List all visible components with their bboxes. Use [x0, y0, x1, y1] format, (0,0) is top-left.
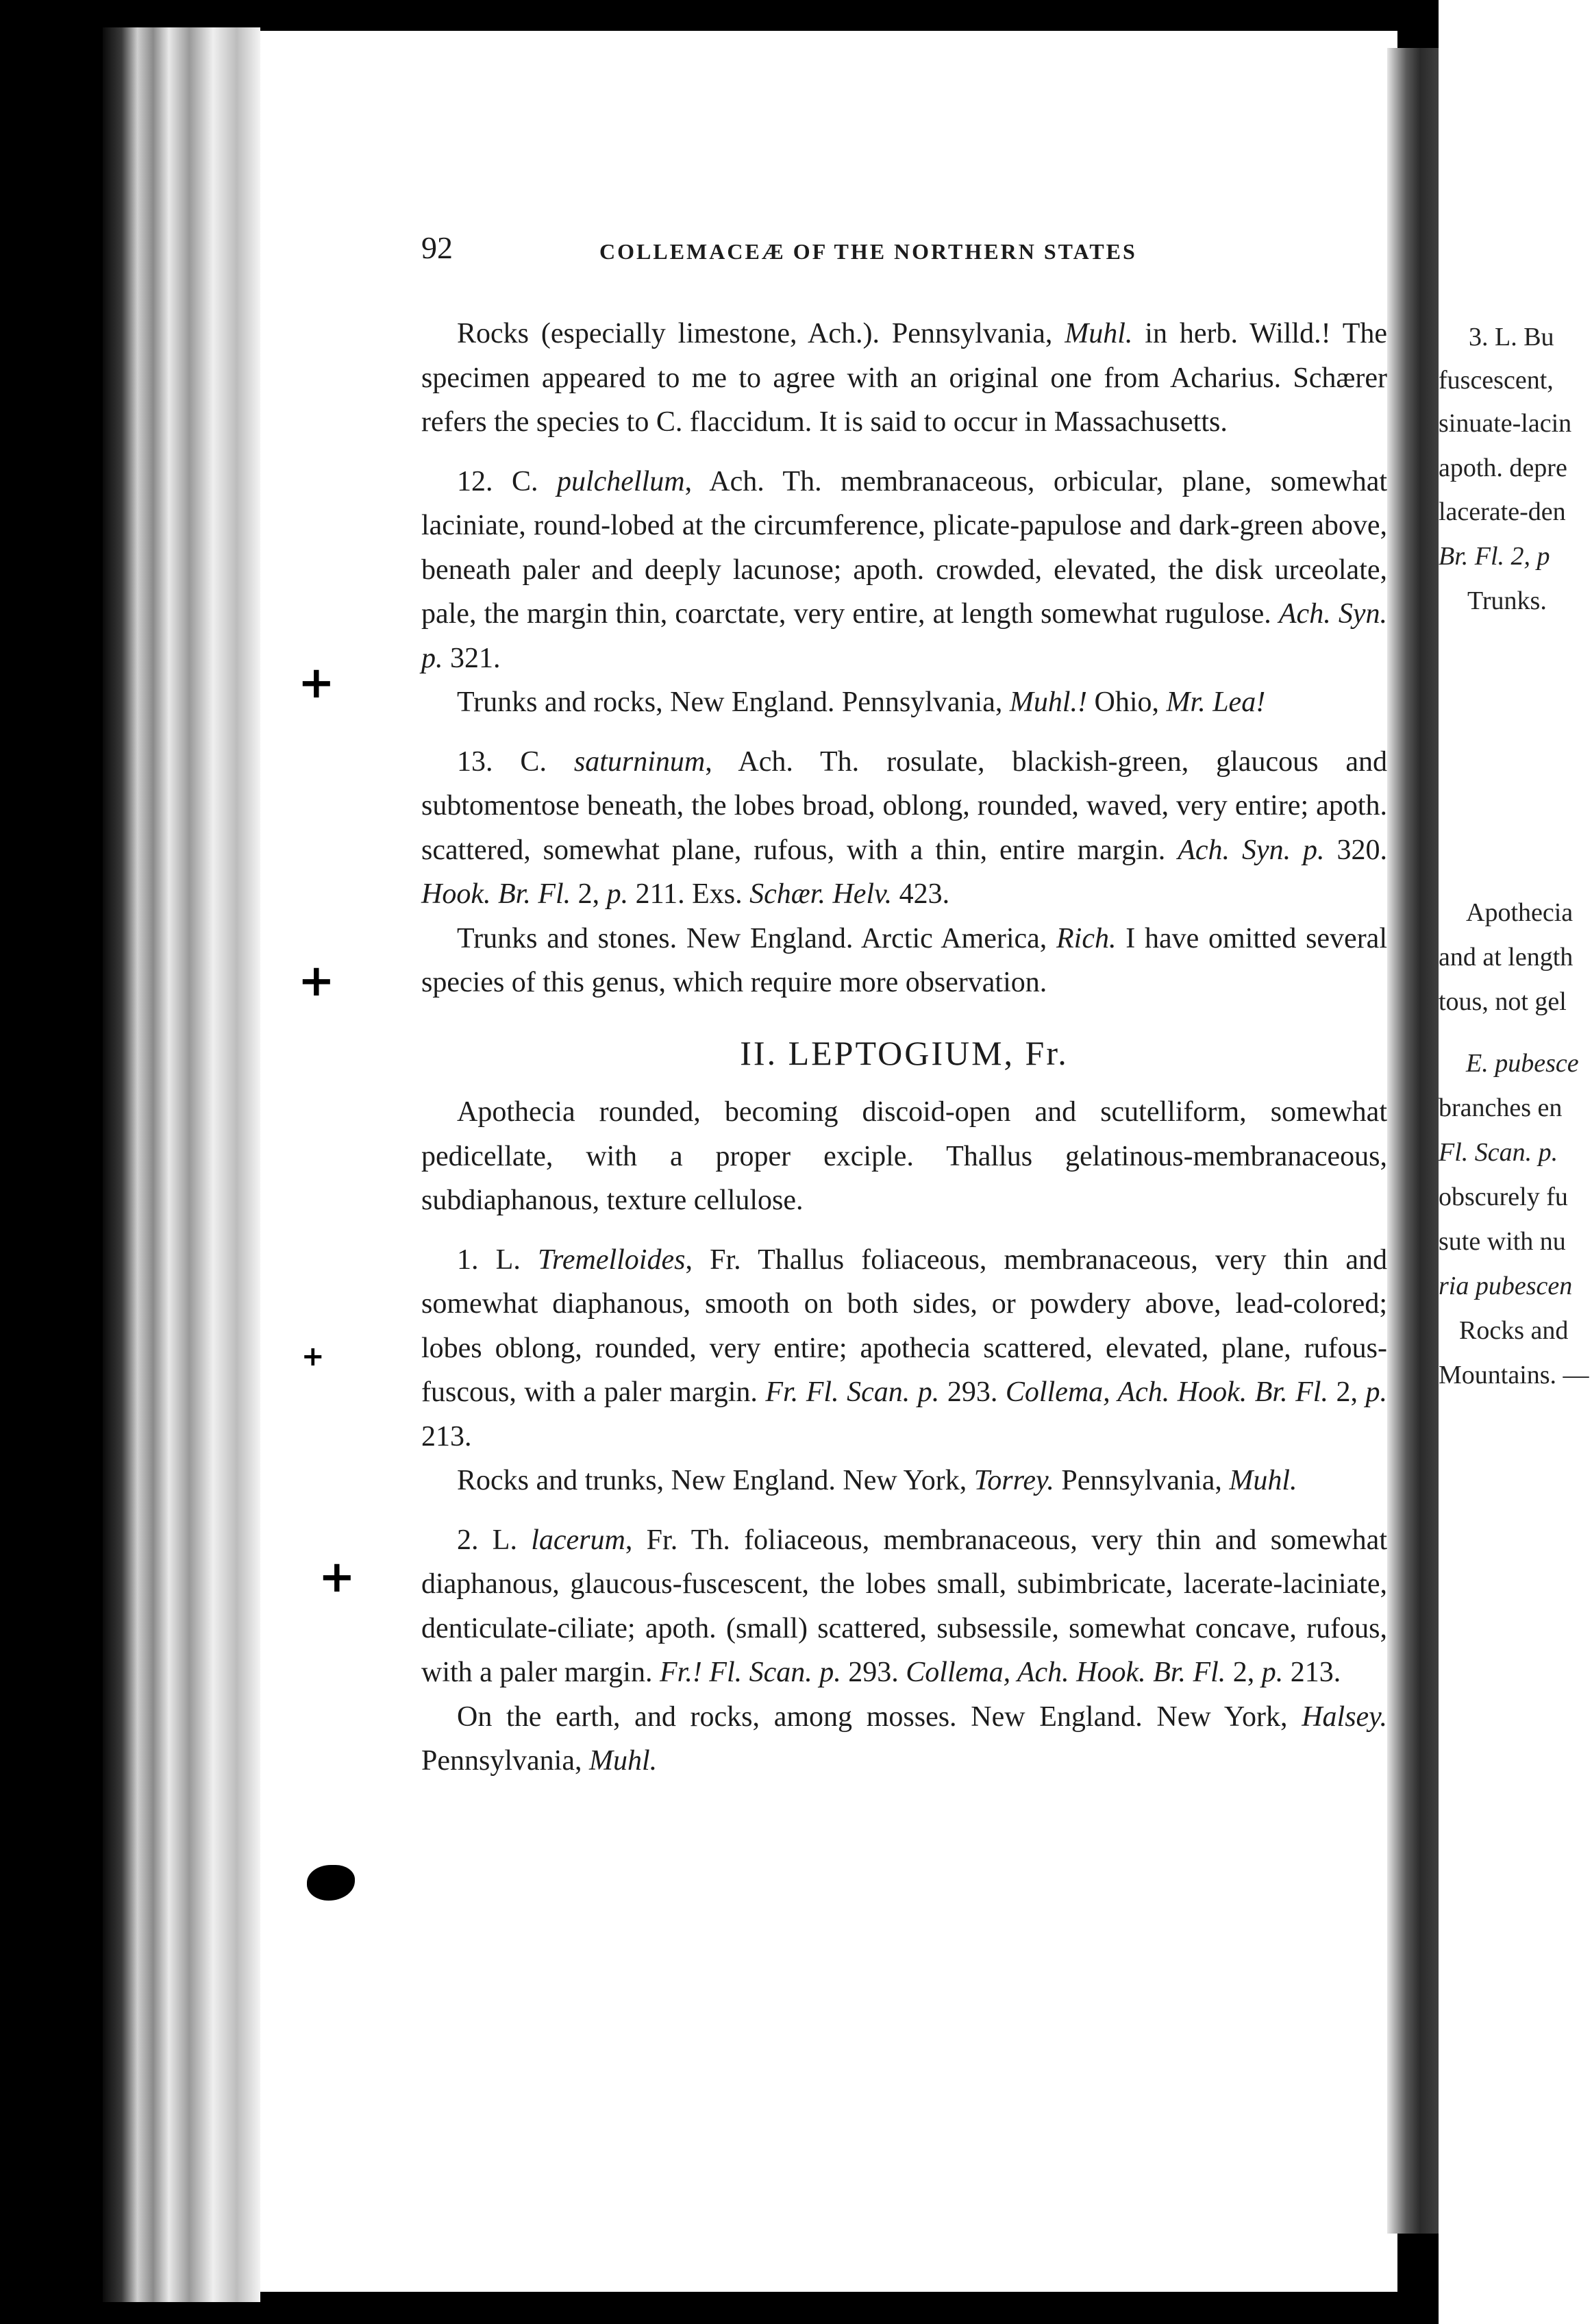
italic-run: Ach. Syn. p.: [1178, 834, 1325, 866]
book-spine-edge: [103, 27, 260, 2302]
text-run: Ohio,: [1087, 687, 1167, 718]
text-run: On the earth, and rocks, among mosses. New England. New York,: [457, 1701, 1302, 1733]
italic-run: Hook. Br. Fl.: [421, 878, 571, 910]
text-run: , Ach. Th. rosulate, blackish-green, glaucous and subtomentose beneath, the lobes broad, oblong, rounded, waved, very entire; apoth. scattered, somewhat plane, rufous, with a thin, entire margin.: [421, 745, 1388, 866]
facing-line: ria pubescen: [1439, 1272, 1573, 1300]
text-run: 293.: [841, 1657, 906, 1688]
text-run: Pennsylvania,: [1054, 1465, 1230, 1496]
facing-line: Fl. Scan. p.: [1439, 1138, 1558, 1167]
italic-run: Collema, Ach. Hook. Br. Fl.: [906, 1657, 1226, 1688]
species-description: [421, 1518, 1387, 1695]
italic-run: Halsey.: [1302, 1701, 1387, 1733]
italic-run: Ach. Syn. p.: [421, 598, 1387, 674]
text-run: in herb. Willd.! The specimen appeared to me to agree with an original one from Acharius. Schærer refers the species to C. flaccidum. It is said to occur in Massachusetts.: [421, 318, 1387, 438]
italic-run: pulchellum: [556, 465, 685, 497]
text-run: 293.: [939, 1376, 1006, 1408]
text-run: 1. L.: [457, 1244, 538, 1276]
text-run: , Fr. Thallus foliaceous, membranaceous, very thin and somewhat diaphanous, smooth on both sides, or powdery above, lead-colored; lobes oblong, rounded, very entire; apothecia scattered, elevated, plane, rufous-fuscous, with a paler margin.: [421, 1244, 1388, 1408]
italic-run: saturninum: [573, 745, 706, 778]
text-run: Rocks (especially limestone, Ach.). Pennsylvania,: [457, 318, 1065, 349]
margin-cross-mark: +: [301, 1341, 325, 1372]
text-run: 423.: [892, 878, 950, 910]
text-run: 320.: [1324, 834, 1388, 866]
text-run: Trunks and rocks, New England. Pennsylvania,: [457, 687, 1010, 718]
facing-line: sinuate-lacin: [1439, 409, 1572, 438]
text-run: Trunks and stones. New England. Arctic America,: [457, 922, 1057, 954]
page-number: 92: [421, 230, 453, 265]
species-description: [421, 1238, 1387, 1459]
text-run: Rocks and trunks, New England. New York,: [457, 1465, 974, 1496]
italic-run: Muhl.: [588, 1745, 658, 1777]
facing-line: Apothecia: [1466, 898, 1574, 927]
facing-line: branches en: [1439, 1093, 1563, 1122]
locality-paragraph: [421, 1695, 1387, 1783]
page-gutter: [1387, 48, 1442, 2234]
facing-line: and at length: [1439, 943, 1574, 972]
locality-paragraph: [421, 1459, 1387, 1503]
italic-run: Tremelloides: [538, 1244, 686, 1276]
text-run: 321.: [443, 642, 501, 674]
italic-run: Muhl.: [1229, 1465, 1297, 1496]
italic-run: p.: [606, 878, 629, 910]
italic-run: Rich.: [1056, 922, 1117, 954]
facing-line: 3. L. Bu: [1469, 323, 1554, 351]
text-run: , Fr. Th. foliaceous, membranaceous, very thin and somewhat diaphanous, glaucous-fuscescent, the lobes small, subimbricate, lacerate-laciniate, denticulate-ciliate; apoth. (small) scattered, subsessile, somewhat concave, rufous, with a paler margin.: [421, 1524, 1387, 1688]
facing-line: Rocks and: [1459, 1316, 1569, 1345]
facing-line: fuscescent,: [1439, 366, 1554, 395]
paragraph: [421, 312, 1387, 445]
italic-run: p.: [1365, 1376, 1388, 1408]
facing-line: apoth. depre: [1439, 454, 1567, 482]
italic-run: Mr. Lea!: [1166, 687, 1266, 718]
running-title: COLLEMACEÆ OF THE NORTHERN STATES: [599, 239, 1137, 264]
text-run: 12. C.: [457, 465, 557, 497]
text-run: 2,: [1328, 1376, 1366, 1408]
text-run: 13. C.: [457, 745, 574, 778]
facing-line: lacerate-den: [1439, 497, 1566, 526]
margin-cross-mark: +: [319, 1552, 356, 1603]
italic-run: Fr. Fl. Scan. p.: [765, 1376, 940, 1408]
text-run: Apothecia rounded, becoming discoid-open and scutelliform, somewhat pedicellate, with a proper exciple. Thallus gelatinous-membranaceous, subdiaphanous, texture cellulose.: [421, 1096, 1387, 1216]
text-run: 211. Exs.: [628, 878, 750, 910]
text-run: I have omitted several species of this genus, which require more observation.: [421, 922, 1387, 998]
text-run: 213.: [421, 1420, 472, 1452]
facing-line: Br. Fl. 2, p: [1439, 542, 1550, 571]
text-run: 2. L.: [457, 1524, 532, 1556]
facing-line: E. pubesce: [1466, 1049, 1579, 1078]
text-run: Pennsylvania,: [421, 1745, 589, 1777]
text-run: 2,: [1226, 1657, 1262, 1688]
text-run: 213.: [1283, 1657, 1341, 1688]
locality-paragraph: [421, 917, 1387, 1005]
italic-run: lacerum: [531, 1524, 625, 1556]
facing-line: sute with nu: [1439, 1227, 1566, 1256]
facing-page-fragment: [1439, 0, 1592, 2324]
page-header: [421, 230, 1230, 271]
margin-cross-mark: +: [298, 658, 335, 708]
section-heading: II. LEPTOGIUM, Fr.: [740, 1033, 1069, 1072]
facing-line: Mountains. —: [1439, 1361, 1589, 1389]
page-body: [421, 312, 1387, 1783]
text-run: 2,: [571, 878, 607, 910]
italic-run: Torrey.: [973, 1465, 1054, 1496]
genus-description: [421, 1090, 1387, 1223]
facing-line: tous, not gel: [1439, 987, 1567, 1016]
species-description: [421, 460, 1387, 681]
facing-line: Trunks.: [1467, 586, 1547, 615]
facing-line: obscurely fu: [1439, 1183, 1568, 1211]
italic-run: Fr.! Fl. Scan. p.: [659, 1657, 841, 1688]
margin-cross-mark: +: [298, 956, 335, 1006]
species-description: [421, 740, 1387, 917]
italic-run: p.: [1261, 1657, 1284, 1688]
locality-paragraph: [421, 680, 1387, 725]
italic-run: Schær. Helv.: [749, 878, 893, 910]
italic-run: Collema, Ach. Hook. Br. Fl.: [1005, 1376, 1328, 1408]
text-run: , Ach. Th. membranaceous, orbicular, plane, somewhat laciniate, round-lobed at the circumference, plicate-papulose and dark-green above, beneath paler and deeply lacunose; apoth. crowded, elevated, the disk urceolate, pale, the margin thin, coarctate, very entire, at length somewhat rugulose.: [421, 465, 1388, 630]
italic-run: Muhl.: [1065, 318, 1133, 349]
italic-run: Muhl.!: [1009, 687, 1088, 718]
